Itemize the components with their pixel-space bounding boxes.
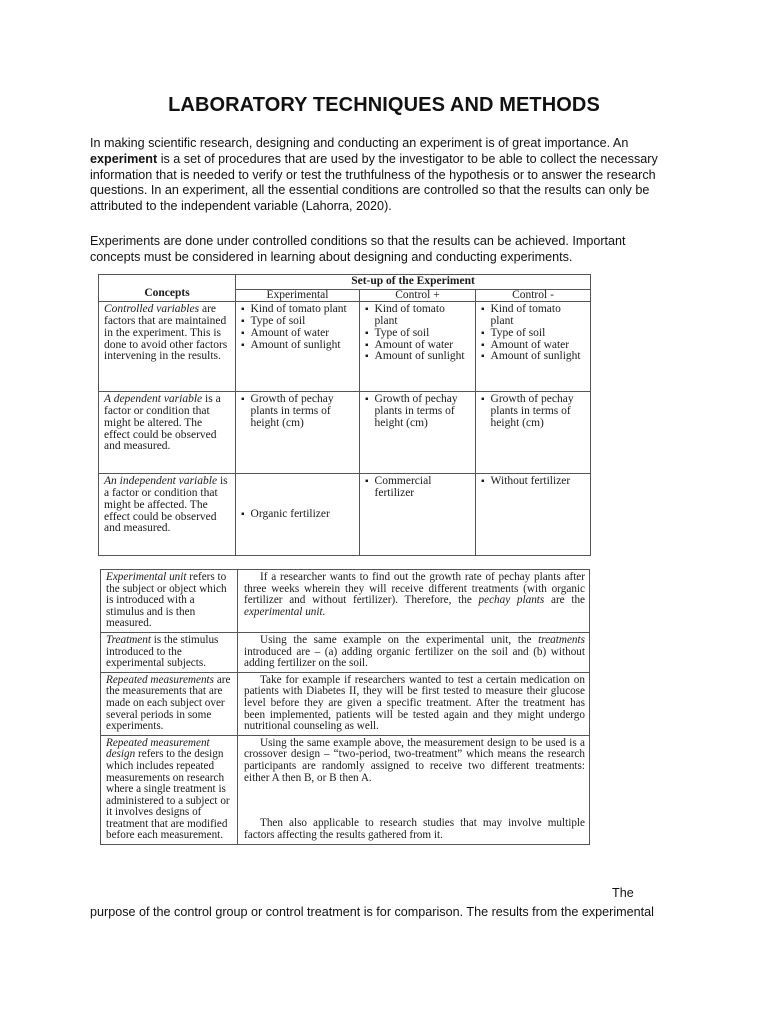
concept-cell [99, 474, 236, 556]
bullet-list [241, 304, 354, 351]
term-desc: refers to the design which includes repeated measurements on research where a single treatment is administered to a subject or it involves designs of treatment that are modified before each measurement. [106, 748, 230, 842]
bullet-icon: ▪ [241, 304, 245, 316]
list-item-text: Amount of sunlight [490, 350, 581, 363]
list-item-text: Growth of pechay plants in terms of height (cm) [374, 393, 458, 429]
bullet-icon: ▪ [241, 394, 245, 406]
example-text [244, 572, 585, 618]
bullet-icon: ▪ [481, 304, 485, 316]
list-item [241, 340, 354, 352]
table-row [101, 632, 590, 672]
list-item-text: Amount of water [490, 338, 570, 351]
list-item-text: Amount of sunlight [250, 338, 341, 351]
table-row [99, 302, 591, 392]
term-desc: are the measurements that are made on each subject over several periods in some experiments. [106, 673, 231, 733]
document-title: LABORATORY TECHNIQUES AND METHODS [168, 94, 600, 116]
concept-desc: is a factor or condition that might be affected. The effect could be observed and measured. [104, 475, 228, 535]
example-text: Using the same example above, the measurement design to be used is a crossover design – “two-period, two-treatment” which means the research participants are randomly assigned to receive two different treatments: either A then B, or B then A. [244, 736, 585, 784]
list-item [365, 351, 470, 363]
list-item-text: Kind of tomato plant [250, 303, 347, 316]
list-item [365, 304, 470, 327]
concept-desc: is a factor or condition that might be altered. The effect could be observed and measured. [104, 393, 221, 453]
list-item-text: Type of soil [374, 326, 430, 339]
list-item-text: Kind of tomato plant [490, 303, 561, 328]
term-cell [101, 672, 238, 735]
list-item [481, 394, 585, 429]
list-item [365, 394, 470, 429]
table-row [101, 570, 590, 633]
control-plus-cell [360, 302, 476, 392]
term-desc: refers to the subject or object which is introduced with a stimulus and is then measured. [106, 571, 227, 630]
bullet-icon: ▪ [365, 304, 369, 316]
example-cell [238, 632, 590, 672]
bullet-icon: ▪ [365, 351, 369, 363]
list-item-text: Amount of sunlight [374, 350, 465, 363]
bullet-list [481, 304, 585, 363]
concept-desc: are factors that are maintained in the experiment. This is done to avoid other factors intervening in the results. [104, 303, 228, 363]
list-item [365, 476, 470, 499]
list-item [241, 328, 354, 340]
list-item-text: Amount of water [374, 338, 454, 351]
table-row [101, 735, 590, 844]
example-text-part: Using the same example on the experimental unit, the [260, 633, 539, 646]
bullet-icon: ▪ [241, 316, 245, 328]
example-cell [238, 672, 590, 735]
example-cell [238, 570, 590, 633]
list-item [365, 328, 470, 340]
term-name: Repeated measurements [106, 673, 215, 686]
bullet-list [365, 394, 470, 429]
bullet-list [481, 476, 585, 488]
bullet-list [365, 304, 470, 363]
concept-term: A dependent variable [104, 393, 203, 406]
bullet-icon: ▪ [365, 339, 369, 351]
experiment-term: experiment [90, 151, 158, 166]
list-item [481, 351, 585, 363]
list-item [481, 328, 585, 340]
list-item-text: Type of soil [490, 326, 546, 339]
concept-cell [99, 302, 236, 392]
example-text [244, 635, 585, 670]
list-item-text: Organic fertilizer [250, 508, 330, 521]
bullet-icon: ▪ [481, 339, 485, 351]
continuation-line: purpose of the control group or control treatment is for comparison. The results from the experimental [90, 905, 654, 919]
example-text-extra: Then also applicable to research studies that may involve multiple factors affecting the results gathered from it. [244, 817, 585, 841]
bullet-list [241, 509, 354, 521]
list-item-text: Growth of pechay plants in terms of height (cm) [250, 393, 334, 429]
example-cell [238, 735, 590, 844]
col-header-control-plus: Control + [360, 289, 476, 302]
definitions-table [100, 569, 590, 845]
list-item-text: Commercial fertilizer [374, 475, 432, 500]
list-item-text: Kind of tomato plant [374, 303, 445, 328]
term-cell [101, 570, 238, 633]
table-row [99, 474, 591, 556]
intro-text-before: In making scientific research, designing and conducting an experiment is of great importance. An [90, 136, 629, 150]
control-minus-cell [476, 392, 591, 474]
term-name: Experimental unit [106, 571, 187, 583]
col-header-control-minus: Control - [476, 289, 591, 302]
trailing-word: The [612, 886, 634, 900]
example-text-part: are the [544, 594, 586, 607]
bullet-icon: ▪ [481, 476, 485, 488]
bullet-icon: ▪ [365, 394, 369, 406]
experimental-cell [236, 392, 360, 474]
concepts-paragraph: Experiments are done under controlled conditions so that the results can be achieved. Important concepts must be considered in learning about designing and conducting experiments. [90, 234, 626, 264]
list-item [241, 394, 354, 429]
concepts-header: Concepts [99, 275, 236, 302]
list-item [481, 304, 585, 327]
list-item-text: Type of soil [250, 315, 306, 328]
bullet-icon: ▪ [481, 351, 485, 363]
table-row [101, 672, 590, 735]
control-plus-cell [360, 392, 476, 474]
example-emphasis: experimental unit. [244, 605, 326, 618]
example-text: Take for example if researchers wanted to test a certain medication on patients with Diabetes II, they will be first tested to measure their glucose level before they are given a specific treatment. After the treatment has been implemented, patients will be tested again and they might undergo nutritional counseling as well. [244, 673, 585, 733]
bullet-icon: ▪ [481, 394, 485, 406]
term-desc: is the stimulus introduced to the experimental subjects. [106, 633, 219, 670]
list-item-text: Amount of water [250, 326, 330, 339]
concept-term: Controlled variables [104, 303, 200, 316]
term-name: Repeated measurement design [106, 736, 210, 761]
list-item-text: Without fertilizer [490, 475, 571, 488]
control-plus-cell [360, 474, 476, 556]
concept-cell [99, 392, 236, 474]
intro-text-after: is a set of procedures that are used by the investigator to be able to collect the necessary information that is needed to verify or test the truthfulness of the hypothesis or to answer the research questions. In an experiment, all the essential conditions are controlled so that the results can only be attributed to the independent variable (Lahorra, 2020). [90, 151, 658, 214]
experimental-cell [236, 302, 360, 392]
bullet-icon: ▪ [241, 509, 245, 521]
bullet-list [365, 476, 470, 499]
bullet-icon: ▪ [241, 339, 245, 351]
list-item-text: Growth of pechay plants in terms of height (cm) [490, 393, 574, 429]
bullet-icon: ▪ [365, 476, 369, 488]
col-header-experimental: Experimental [236, 289, 360, 302]
table-row [99, 392, 591, 474]
bullet-list [481, 394, 585, 429]
term-cell [101, 632, 238, 672]
bullet-icon: ▪ [241, 327, 245, 339]
example-emphasis: pechay plants [478, 594, 545, 607]
setup-header: Set-up of the Experiment [236, 275, 591, 290]
example-text-part: If a researcher wants to find out the growth rate of pechay plants after three weeks wherein they will receive different treatments (with organic fertilizer and without fertilizer). Therefore, the [244, 571, 585, 607]
experimental-cell [236, 474, 360, 556]
list-item [481, 476, 585, 488]
control-minus-cell [476, 474, 591, 556]
control-minus-cell [476, 302, 591, 392]
bullet-icon: ▪ [481, 327, 485, 339]
list-item [241, 509, 354, 521]
example-text-part: introduced are – (a) adding organic fertilizer on the soil and (b) without adding fertilizer on the soil. [244, 645, 585, 670]
concept-term: An independent variable [104, 475, 218, 488]
bullet-list [241, 394, 354, 429]
term-name: Treatment [106, 633, 151, 646]
term-cell [101, 735, 238, 844]
example-emphasis: treatments [538, 633, 585, 646]
intro-paragraph [90, 136, 676, 215]
experiment-setup-table [98, 274, 591, 556]
bullet-icon: ▪ [365, 327, 369, 339]
